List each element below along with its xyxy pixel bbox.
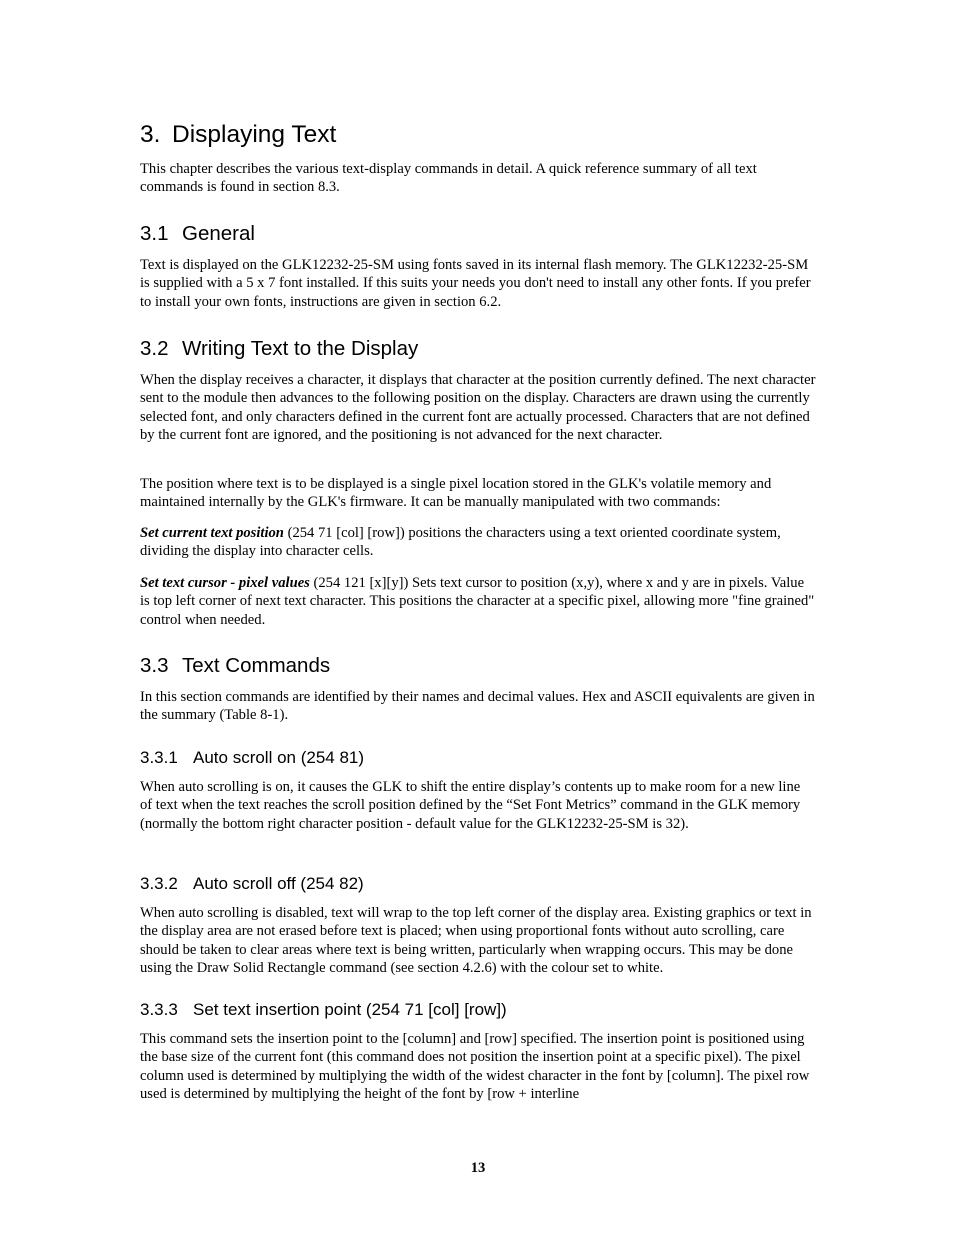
section-title: General — [182, 222, 255, 245]
chapter-heading — [140, 118, 336, 152]
writing-para-1: When the display receives a character, it displays that character at the position currently defined. The next character sent to the module then advances to the following position on the display. Characters are drawn using the currently selected font, and only characters defined in the current font are actually processed. Characters that are not defined by the current font are ignored, and the positioning is not advanced for the next character. — [140, 372, 816, 443]
subsection-heading-insertion-point — [140, 998, 507, 1022]
subsection-number: 3.3.3 — [140, 1000, 178, 1019]
page-number: 13 — [470, 1160, 486, 1176]
section-title: Writing Text to the Display — [182, 337, 419, 360]
section-heading-writing — [140, 335, 418, 363]
chapter-title: Displaying Text — [172, 121, 337, 148]
subsection-title: Set text insertion point (254 71 [col] [row]) — [193, 1000, 507, 1019]
subsection-title: Auto scroll on (254 81) — [193, 748, 365, 767]
section-heading-commands — [140, 652, 330, 680]
subsection-heading-auto-scroll-off — [140, 872, 364, 896]
auto-scroll-off-body: When auto scrolling is disabled, text will wrap to the top left corner of the display area. Existing graphics or text in the display area are not erased before text is placed; when using proportional fonts without auto scrolling, care should be taken to clear areas where text is being written, particularly when wrapping occurs. This may be done using the Draw Solid Rectangle command (see section 4.2.6) with the colour set to white. — [140, 905, 812, 976]
section-number: 3.1 — [140, 222, 169, 245]
chapter-number: 3. — [140, 121, 161, 148]
commands-body: In this section commands are identified by their names and decimal values. Hex and ASCII equivalents are given in the summary (Table 8-1). — [140, 689, 815, 724]
writing-para-2: The position where text is to be displayed is a single pixel location stored in the GLK's volatile memory and maintained internally by the GLK's firmware. It can be manually manipulated with two commands: — [140, 476, 772, 511]
auto-scroll-on-body: When auto scrolling is on, it causes the GLK to shift the entire display’s contents up to make room for a new line of text when the text reaches the scroll position defined by the “Set Font Metrics” command in the GLK memory (normally the bottom right character position - default value for the GLK12232-25-SM is 32). — [140, 779, 801, 832]
writing-command-1 — [140, 524, 816, 561]
subsection-number: 3.3.1 — [140, 748, 178, 767]
command-name: Set current text position — [140, 525, 284, 541]
command-name: Set text cursor - pixel values — [140, 575, 310, 591]
general-body: Text is displayed on the GLK12232-25-SM using fonts saved in its internal flash memory. The GLK12232-25-SM is supplied with a 5 x 7 font installed. If this suits your needs you don't need to install any other fonts. If you prefer to install your own fonts, instructions are given in section 6.2. — [140, 257, 811, 310]
insertion-point-body: This command sets the insertion point to the [column] and [row] specified. The insertion point is positioned using the base size of the current font (this command does not position the insertion point at a specific pixel). The pixel column used is determined by multiplying the width of the widest character in the font by [column]. The pixel row used is determined by multiplying the height of the font by [row + interline — [140, 1031, 810, 1102]
section-heading-general — [140, 220, 255, 248]
subsection-number: 3.3.2 — [140, 874, 178, 893]
writing-command-2 — [140, 574, 816, 629]
command-description: (254 71 [col] [row]) positions the characters using a text oriented coordinate system, dividing the display into character cells. — [140, 525, 781, 560]
command-description: (254 121 [x][y]) Sets text cursor to position (x,y), where x and y are in pixels. Value is top left corner of next text character. This positions the character at a specific pixel, allowing more "fine grained" control when needed. — [140, 575, 815, 628]
section-number: 3.2 — [140, 337, 169, 360]
subsection-title: Auto scroll off (254 82) — [193, 874, 364, 893]
chapter-intro: This chapter describes the various text-display commands in detail. A quick reference summary of all text commands is found in section 8.3. — [140, 161, 757, 196]
subsection-heading-auto-scroll-on — [140, 746, 364, 770]
section-number: 3.3 — [140, 654, 169, 677]
section-title: Text Commands — [182, 654, 331, 677]
